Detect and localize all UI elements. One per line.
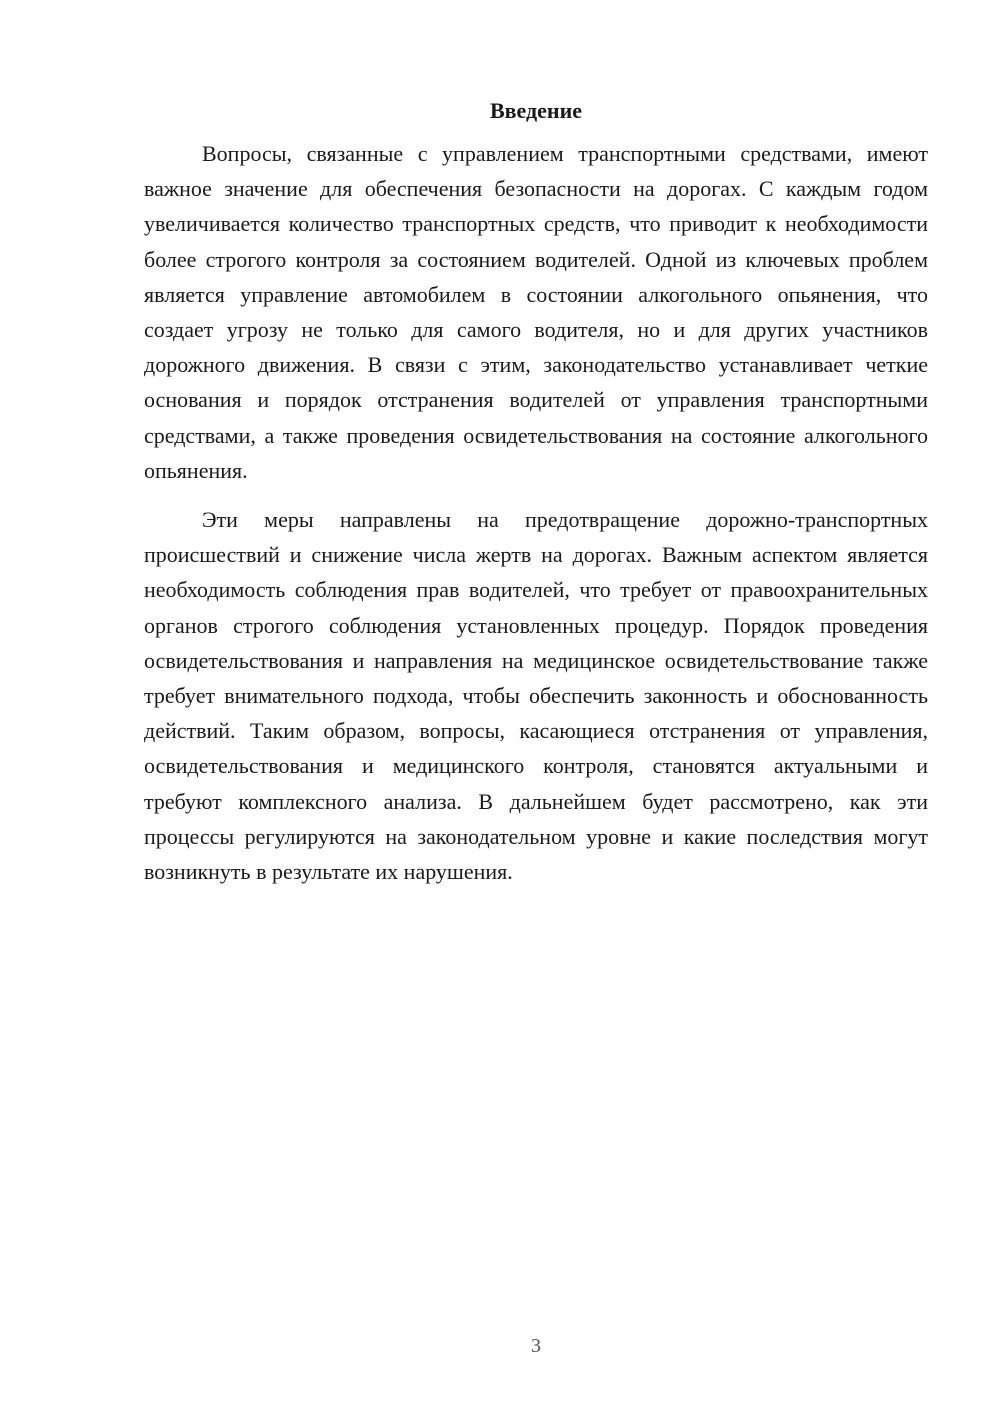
page-title: Введение	[489, 98, 583, 123]
page-number: 3	[531, 1335, 541, 1357]
paragraph-intro: Вопросы, связанные с управлением транспортными средствами, имеют важное значение для обеспечения безопасности на дорогах. С каждым годом увеличивается количество транспортных средств, что приводит к необходимости более строгого контроля за состоянием водителей. Одной из ключевых проблем является управление автомобилем в состоянии алкогольного опьянения, что создает угрозу не только для самого водителя, но и для других участников дорожного движения. В связи с этим, законодательство устанавливает четкие основания и порядок отстранения водителей от управления транспортными средствами, а также проведения освидетельствования на состояние алкогольного опьянения.	[144, 141, 928, 483]
paragraph-measures: Эти меры направлены на предотвращение дорожно-транспортных происшествий и снижение числа жертв на дорогах. Важным аспектом является необходимость соблюдения прав водителей, что требует от правоохранительных органов строгого соблюдения установленных процедур. Порядок проведения освидетельствования и направления на медицинское освидетельствование также требует внимательного подхода, чтобы обеспечить законность и обоснованность действий. Таким образом, вопросы, касающиеся отстранения от управления, освидетельствования и медицинского контроля, становятся актуальными и требуют комплексного анализа. В дальнейшем будет рассмотрено, как эти процессы регулируются на законодательном уровне и какие последствия могут возникнуть в результате их нарушения.	[144, 507, 928, 885]
page-content	[144, 96, 928, 889]
